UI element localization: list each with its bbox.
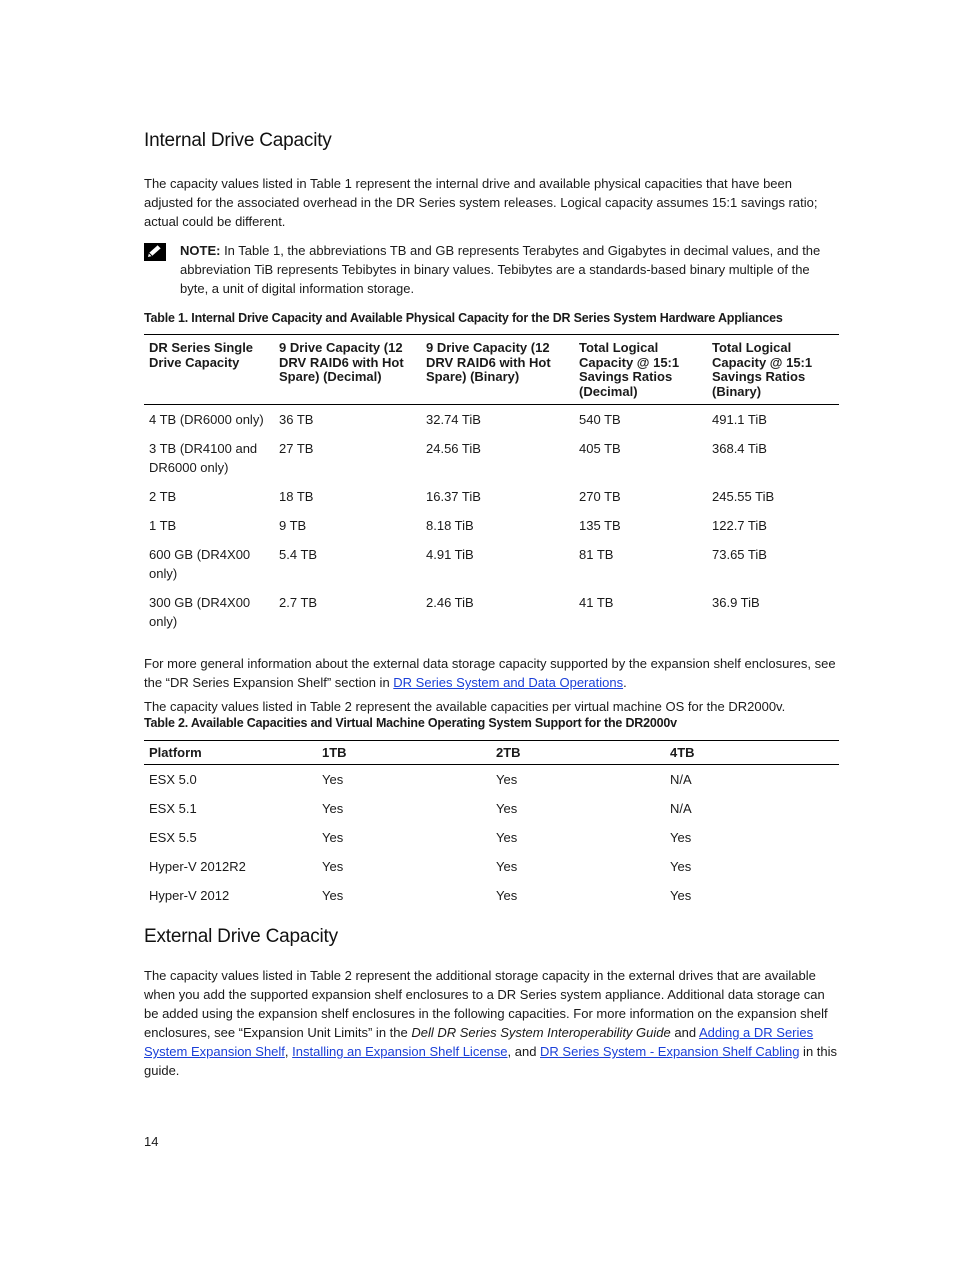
heading-external-drive-capacity: External Drive Capacity xyxy=(144,926,338,947)
table-row xyxy=(144,482,839,511)
table-cell: 405 TB xyxy=(579,441,621,456)
table-cell: 540 TB xyxy=(579,412,621,427)
table-row xyxy=(144,405,839,435)
table-cell: 600 GB (DR4X00 only) xyxy=(149,547,251,581)
table-cell: 2.7 TB xyxy=(279,595,318,610)
table-cell: 9 TB xyxy=(279,518,307,533)
table-cell: Yes xyxy=(496,830,518,845)
expansion-info-paragraph xyxy=(144,654,839,692)
table-cell: Yes xyxy=(322,801,344,816)
table-cell: Yes xyxy=(322,888,344,903)
table-cell: 122.7 TiB xyxy=(712,518,767,533)
table-cell: 3 TB (DR4100 and DR6000 only) xyxy=(149,441,258,475)
link-adding-expansion-shelf[interactable]: Adding a DR Series System Expansion Shelf xyxy=(144,1025,814,1059)
link-installing-expansion-license[interactable]: Installing an Expansion Shelf License xyxy=(292,1044,508,1059)
table-cell: Yes xyxy=(670,859,692,874)
para-text: , and xyxy=(507,1044,541,1059)
note-block xyxy=(144,241,839,298)
table1-header-row xyxy=(144,335,839,405)
table-cell: 41 TB xyxy=(579,595,614,610)
note-body: In Table 1, the abbreviations TB and GB represents Terabytes and Gigabytes in decimal values, and the abbreviation TiB represents Tebibytes in binary values. Tebibytes are a standards-based binary multiple of the byte, a unit of digital information storage. xyxy=(180,243,821,296)
para-text: and xyxy=(670,1025,699,1040)
table-cell: N/A xyxy=(670,772,692,787)
table1-header-cell: DR Series Single Drive Capacity xyxy=(149,340,254,370)
table-row xyxy=(144,794,839,823)
link-dr-series-system-data-operations[interactable]: DR Series System and Data Operations xyxy=(393,675,624,690)
table-row xyxy=(144,765,839,795)
table-cell: Yes xyxy=(496,859,518,874)
table-cell: 2.46 TiB xyxy=(426,595,474,610)
table-cell: 135 TB xyxy=(579,518,621,533)
table2-caption: Table 2. Available Capacities and Virtual Machine Operating System Support for the DR2000v xyxy=(144,716,677,730)
table-row xyxy=(144,823,839,852)
table2-header-cell: 2TB xyxy=(496,745,521,760)
table-row xyxy=(144,434,839,482)
table-cell: Yes xyxy=(322,830,344,845)
note-pencil-icon xyxy=(144,243,166,261)
intro-paragraph: The capacity values listed in Table 1 represent the internal drive and available physical capacities that have been adjusted for the associated overhead in the DR Series system releases. Logical capacity assumes 15:1 savings ratio; actual could be different. xyxy=(144,176,818,229)
para-text: , xyxy=(284,1044,293,1059)
table1-internal-capacity xyxy=(144,334,839,636)
table-row xyxy=(144,511,839,540)
para-text: For more general information about the external data storage capacity supported by the expansion shelf enclosures, see the “DR Series Expansion Shelf” section in xyxy=(144,656,836,690)
table-cell: 270 TB xyxy=(579,489,621,504)
para-text: The capacity values listed in Table 2 represent the additional storage capacity in the external drives that are available when you add the supported expansion shelf enclosures to a DR Series system appliance. Additional data storage can be added using the expansion shelf enclosures in the following capacities. For more information on the expansion shelf enclosures, see “Expansion Unit Limits” in the xyxy=(144,968,828,1040)
table2-vm-capacities xyxy=(144,740,839,910)
table-cell: 18 TB xyxy=(279,489,314,504)
table2-header-cell: 1TB xyxy=(322,745,347,760)
table-cell: ESX 5.5 xyxy=(149,830,197,845)
table-row xyxy=(144,588,839,636)
heading-internal-drive-capacity: Internal Drive Capacity xyxy=(144,130,332,151)
table1-header-cell: 9 Drive Capacity (12 DRV RAID6 with Hot Spare) (Decimal) xyxy=(279,340,404,384)
table-cell: 4 TB (DR6000 only) xyxy=(149,412,264,427)
table1-header-cell: Total Logical Capacity @ 15:1 Savings Ratios (Decimal) xyxy=(579,340,680,399)
table-cell: 81 TB xyxy=(579,547,614,562)
guide-title-italic: Dell DR Series System Interoperability Guide xyxy=(411,1025,671,1040)
table1-header-cell: Total Logical Capacity @ 15:1 Savings Ratios (Binary) xyxy=(712,340,813,399)
table-cell: 8.18 TiB xyxy=(426,518,474,533)
table-cell: 368.4 TiB xyxy=(712,441,767,456)
table-cell: 27 TB xyxy=(279,441,314,456)
table-row xyxy=(144,540,839,588)
table1-caption: Table 1. Internal Drive Capacity and Available Physical Capacity for the DR Series System Hardware Appliances xyxy=(144,311,783,325)
table-cell: 36.9 TiB xyxy=(712,595,760,610)
table-cell: 300 GB (DR4X00 only) xyxy=(149,595,251,629)
table2-intro-paragraph: The capacity values listed in Table 2 represent the available capacities per virtual machine OS for the DR2000v. xyxy=(144,699,786,714)
page-content xyxy=(144,130,839,1080)
table-cell: 24.56 TiB xyxy=(426,441,481,456)
note-label: NOTE: xyxy=(180,243,221,258)
table-cell: 491.1 TiB xyxy=(712,412,767,427)
table-cell: 2 TB xyxy=(149,489,177,504)
table-cell: 36 TB xyxy=(279,412,314,427)
table-cell: 32.74 TiB xyxy=(426,412,481,427)
external-capacity-paragraph xyxy=(144,966,839,1080)
table-cell: 245.55 TiB xyxy=(712,489,775,504)
table-cell: Yes xyxy=(670,888,692,903)
table-cell: 1 TB xyxy=(149,518,177,533)
table-cell: Yes xyxy=(496,801,518,816)
note-text xyxy=(180,241,839,298)
table-cell: 4.91 TiB xyxy=(426,547,474,562)
table-cell: ESX 5.1 xyxy=(149,801,197,816)
table-cell: Yes xyxy=(322,859,344,874)
table-row xyxy=(144,852,839,881)
table-cell: 16.37 TiB xyxy=(426,489,481,504)
table-row xyxy=(144,881,839,910)
para-text: . xyxy=(623,675,627,690)
table-cell: Yes xyxy=(496,772,518,787)
table-cell: Hyper-V 2012R2 xyxy=(149,859,246,874)
table2-header-cell: Platform xyxy=(149,745,202,760)
table-cell: Yes xyxy=(670,830,692,845)
table-cell: Yes xyxy=(496,888,518,903)
table1-header-cell: 9 Drive Capacity (12 DRV RAID6 with Hot Spare) (Binary) xyxy=(426,340,551,384)
page-number: 14 xyxy=(144,1134,159,1149)
table-cell: N/A xyxy=(670,801,692,816)
table-cell: 5.4 TB xyxy=(279,547,318,562)
link-expansion-shelf-cabling[interactable]: DR Series System - Expansion Shelf Cabling xyxy=(540,1044,800,1059)
para-text: in this guide. xyxy=(144,1044,838,1078)
table-cell: 73.65 TiB xyxy=(712,547,767,562)
table-cell: ESX 5.0 xyxy=(149,772,197,787)
table-cell: Yes xyxy=(322,772,344,787)
table2-header-cell: 4TB xyxy=(670,745,695,760)
table-cell: Hyper-V 2012 xyxy=(149,888,230,903)
table2-header-row xyxy=(144,741,839,765)
